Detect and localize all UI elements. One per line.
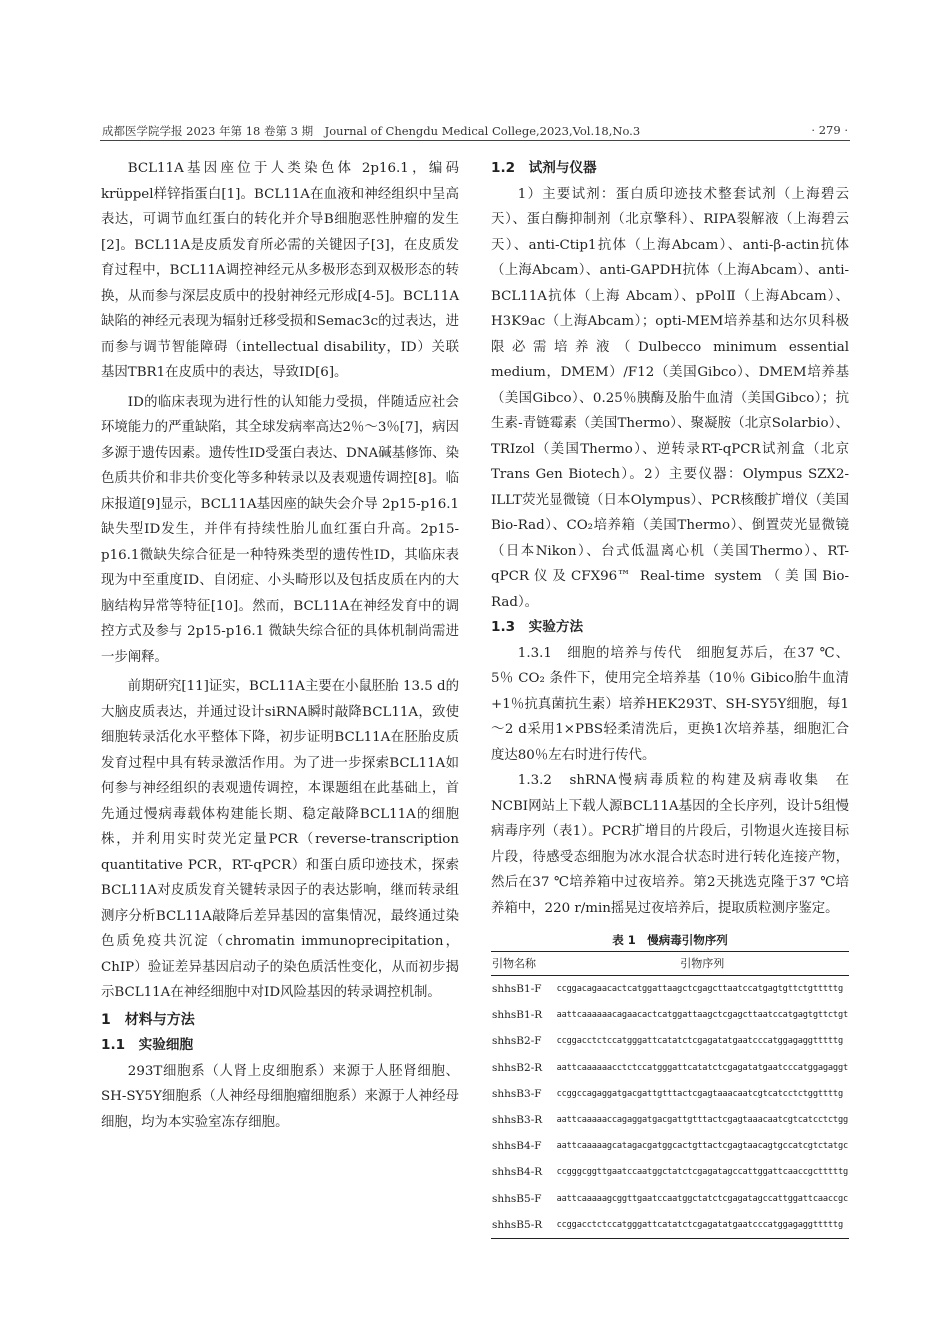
shrna-paragraph: 1.3.2 shRNA慢病毒质粒的构建及病毒收集 在NCBI网站上下载人源BCL11A基因的全长序列，设计5组慢病毒序列（表1）。PCR扩增目的片段后，引物退火连接目标片段，待感受态细胞为冰水混合状态时进行转化连接产物，然后在37 ℃培养箱中过夜培养。第2天挑选克隆于37 ℃培养箱中，220 r/min摇晃过夜培养后，提取质粒测序鉴定。 xyxy=(491,773,849,916)
table-row xyxy=(491,1186,849,1212)
cell-culture-paragraph: 1.3.1 细胞的培养与传代 细胞复苏后，在37 ℃、5％ CO₂ 条件下，使用完全培养基（10％ Gibico胎牛血清+1％抗真菌抗生素）培养HEK293T、SH-SY5Y细胞，每1～2 d采用1×PBS轻柔清洗后，更换1次培养基，细胞汇合度达80％左右时进行传代。 xyxy=(491,645,849,763)
table-title: 表 1 慢病毒引物序列 xyxy=(612,933,728,947)
table-row xyxy=(491,1212,849,1239)
primer-name: shhsB3-F xyxy=(492,1087,542,1100)
column-header-sequence: 引物序列 xyxy=(556,952,849,976)
primer-name: shhsB5-R xyxy=(492,1218,543,1231)
primer-name: shhsB3-R xyxy=(492,1114,543,1127)
primer-sequence: aattcaaaaagcggttgaatccaatggctatctcgagatagccattggattcaaccgc xyxy=(556,1193,848,1204)
primer-name: shhsB2-R xyxy=(492,1061,543,1074)
left-column xyxy=(101,156,459,1135)
running-header xyxy=(100,122,850,141)
table-row xyxy=(491,1159,849,1185)
right-column xyxy=(491,156,849,1239)
table-row xyxy=(491,1028,849,1054)
primer-name: shhsB1-R xyxy=(492,1009,543,1022)
primer-sequence: aattcaaaaagcatagacgatggcactgttactcgagtaacagtgccatcgtctatgc xyxy=(556,1141,848,1152)
primer-sequence: ccggccagaggatgacgattgtttactcgagtaaacaatcgtcatcctctggttttg xyxy=(556,1088,843,1099)
subsection-heading-reagents: 1.2 试剂与仪器 xyxy=(491,160,597,176)
table-row xyxy=(491,1055,849,1081)
primer-sequence: ccgggcggttgaatccaatggctatctcgagatagccattggattcaaccgctttttg xyxy=(556,1167,848,1178)
primer-name: shhsB5-F xyxy=(492,1192,542,1205)
primer-sequence: ccggacctctccatgggattcatatctcgagatatgaatcccatggagaggtttttg xyxy=(556,1036,843,1047)
primer-sequence: aattcaaaaaacagaacactcatggattaagctcgagcttaatccatgagtgttctgt xyxy=(556,1010,848,1021)
section-heading-methods: 1 材料与方法 xyxy=(101,1011,195,1028)
table-row xyxy=(491,1133,849,1159)
journal-info: 成都医学院学报 2023 年第 18 卷第 3 期 Journal of Chengdu Medical College,2023,Vol.18,No.3 xyxy=(102,124,641,138)
primer-sequence: ccggacagaacactcatggattaagctcgagcttaatccatgagtgttctgtttttg xyxy=(556,984,843,994)
primer-sequence: aattcaaaaaccagaggatgacgattgtttactcgagtaaacaatcgtcatcctctgg xyxy=(556,1115,848,1126)
primer-name: shhsB2-F xyxy=(492,1035,542,1048)
intro-paragraph-1: BCL11A基因座位于人类染色体 2p16.1，编码krüppel样锌指蛋白[1]。BCL11A在血液和神经组织中呈高表达，可调节血红蛋白的转化并介导B细胞恶性肿瘤的发生[2]。BCL11A是皮质发育所必需的关键因子[3]，在皮质发育过程中，BCL11A调控神经元从多极形态到双极形态的转换，从而参与深层皮质中的投射神经元形成[4-5]。BCL11A缺陷的神经元表现为辐射迁移受损和Semac3c的过表达，进而参与调节智能障碍（intellectual disability，ID）关联基因TBR1在皮质中的表达，导致ID[6]。 xyxy=(101,161,459,380)
primer-table xyxy=(491,951,849,1239)
primer-table-body xyxy=(491,976,849,1239)
primer-sequence: ccggacctctccatgggattcatatctcgagatatgaatcccatggagaggtttttg xyxy=(556,1219,843,1230)
table-row xyxy=(491,1081,849,1107)
primer-name: shhsB1-F xyxy=(492,983,542,995)
cells-paragraph: 293T细胞系（人肾上皮细胞系）来源于人胚肾细胞、SH-SY5Y细胞系（人神经母细胞瘤细胞系）来源于人神经母细胞，均为本实验室冻存细胞。 xyxy=(101,1063,459,1130)
primer-name: shhsB4-R xyxy=(492,1166,543,1179)
subsection-heading-methods: 1.3 实验方法 xyxy=(491,619,584,635)
intro-paragraph-2: ID的临床表现为进行性的认知能力受损，伴随适应社会环境能力的严重缺陷，其全球发病率高达2％～3％[7]，病因多源于遗传因素。遗传性ID受蛋白表达、DNA碱基修饰、染色质共价和非共价变化等多种转录以及表观遗传调控[8]。临床报道[9]显示，BCL11A基因座的缺失会介导 2p15-p16.1缺失型ID发生，并伴有持续性胎儿血红蛋白升高。2p15-p16.1微缺失综合征是一种特殊类型的遗传性ID，其临床表现为中至重度ID、自闭症、小头畸形以及包括皮质在内的大脑结构异常等特征[10]。然而，BCL11A在神经发育中的调控方式及参与 2p15-p16.1 微缺失综合征的具体机制尚需进一步阐释。 xyxy=(101,394,459,665)
primer-name: shhsB4-F xyxy=(492,1140,542,1153)
table-header-row xyxy=(491,952,849,976)
subsection-heading-cells: 1.1 实验细胞 xyxy=(101,1037,194,1053)
table-row xyxy=(491,976,849,1003)
page-number: · 279 · xyxy=(811,123,848,137)
table-row xyxy=(491,1107,849,1133)
primer-sequence: aattcaaaaaacctctccatgggattcatatctcgagatatgaatcccatggagaggt xyxy=(556,1062,848,1073)
table-row xyxy=(491,1002,849,1028)
column-header-name: 引物名称 xyxy=(491,952,556,976)
reagents-paragraph: 1）主要试剂：蛋白质印迹技术整套试剂（上海碧云天）、蛋白酶抑制剂（北京擎科）、RIPA裂解液（上海碧云天）、anti-Ctip1抗体（上海Abcam）、anti-β-actin抗体（上海Abcam）、anti-GAPDH抗体（上海Abcam）、anti-BCL11A抗体（上海 Abcam）、pPolⅡ（上海Abcam）、H3K9ac（上海Abcam）；opti-MEM培养基和达尔贝科极限必需培养液（Dulbecco minimum essential medium，DMEM）/F12（美国Gibco）、DMEM培养基（美国Gibco）、0.25％胰酶及胎牛血清（美国Gibco）；抗生素-青链霉素（美国Thermo）、聚凝胺（北京Solarbio）、TRIzol（美国Thermo）、逆转录RT-qPCR试剂盒（北京Trans Gen Biotech）。2）主要仪器：Olympus SZX2-ILLT荧光显微镜（日本Olympus）、PCR核酸扩增仪（美国Bio-Rad）、CO₂培养箱（美国Thermo）、倒置荧光显微镜（日本Nikon）、台式低温离心机（美国Thermo）、RT-qPCR仪及CFX96™ Real-time system（美国Bio-Rad）。 xyxy=(491,186,849,610)
intro-paragraph-3: 前期研究[11]证实，BCL11A主要在小鼠胚胎 13.5 d的大脑皮质表达，并通过设计siRNA瞬时敲降BCL11A，致使细胞转录活化水平整体下降，初步证明BCL11A在胚胎皮质发育过程中具有转录激活作用。为了进一步探索BCL11A如何参与神经组织的表观遗传调控，本课题组在此基础上，首先通过慢病毒载体构建能长期、稳定敲降BCL11A的细胞株，并利用实时荧光定量PCR（reverse-transcription quantitative PCR，RT-qPCR）和蛋白质印迹技术，探索BCL11A对皮质发育关键转录因子的表达影响，继而转录组测序分析BCL11A敲降后差异基因的富集情况，最终通过染色质免疫共沉淀（chromatin immunoprecipitation，ChIP）验证差异基因启动子的染色质活性变化，从而初步揭示BCL11A在神经细胞中对ID风险基因的转录调控机制。 xyxy=(101,679,459,1000)
